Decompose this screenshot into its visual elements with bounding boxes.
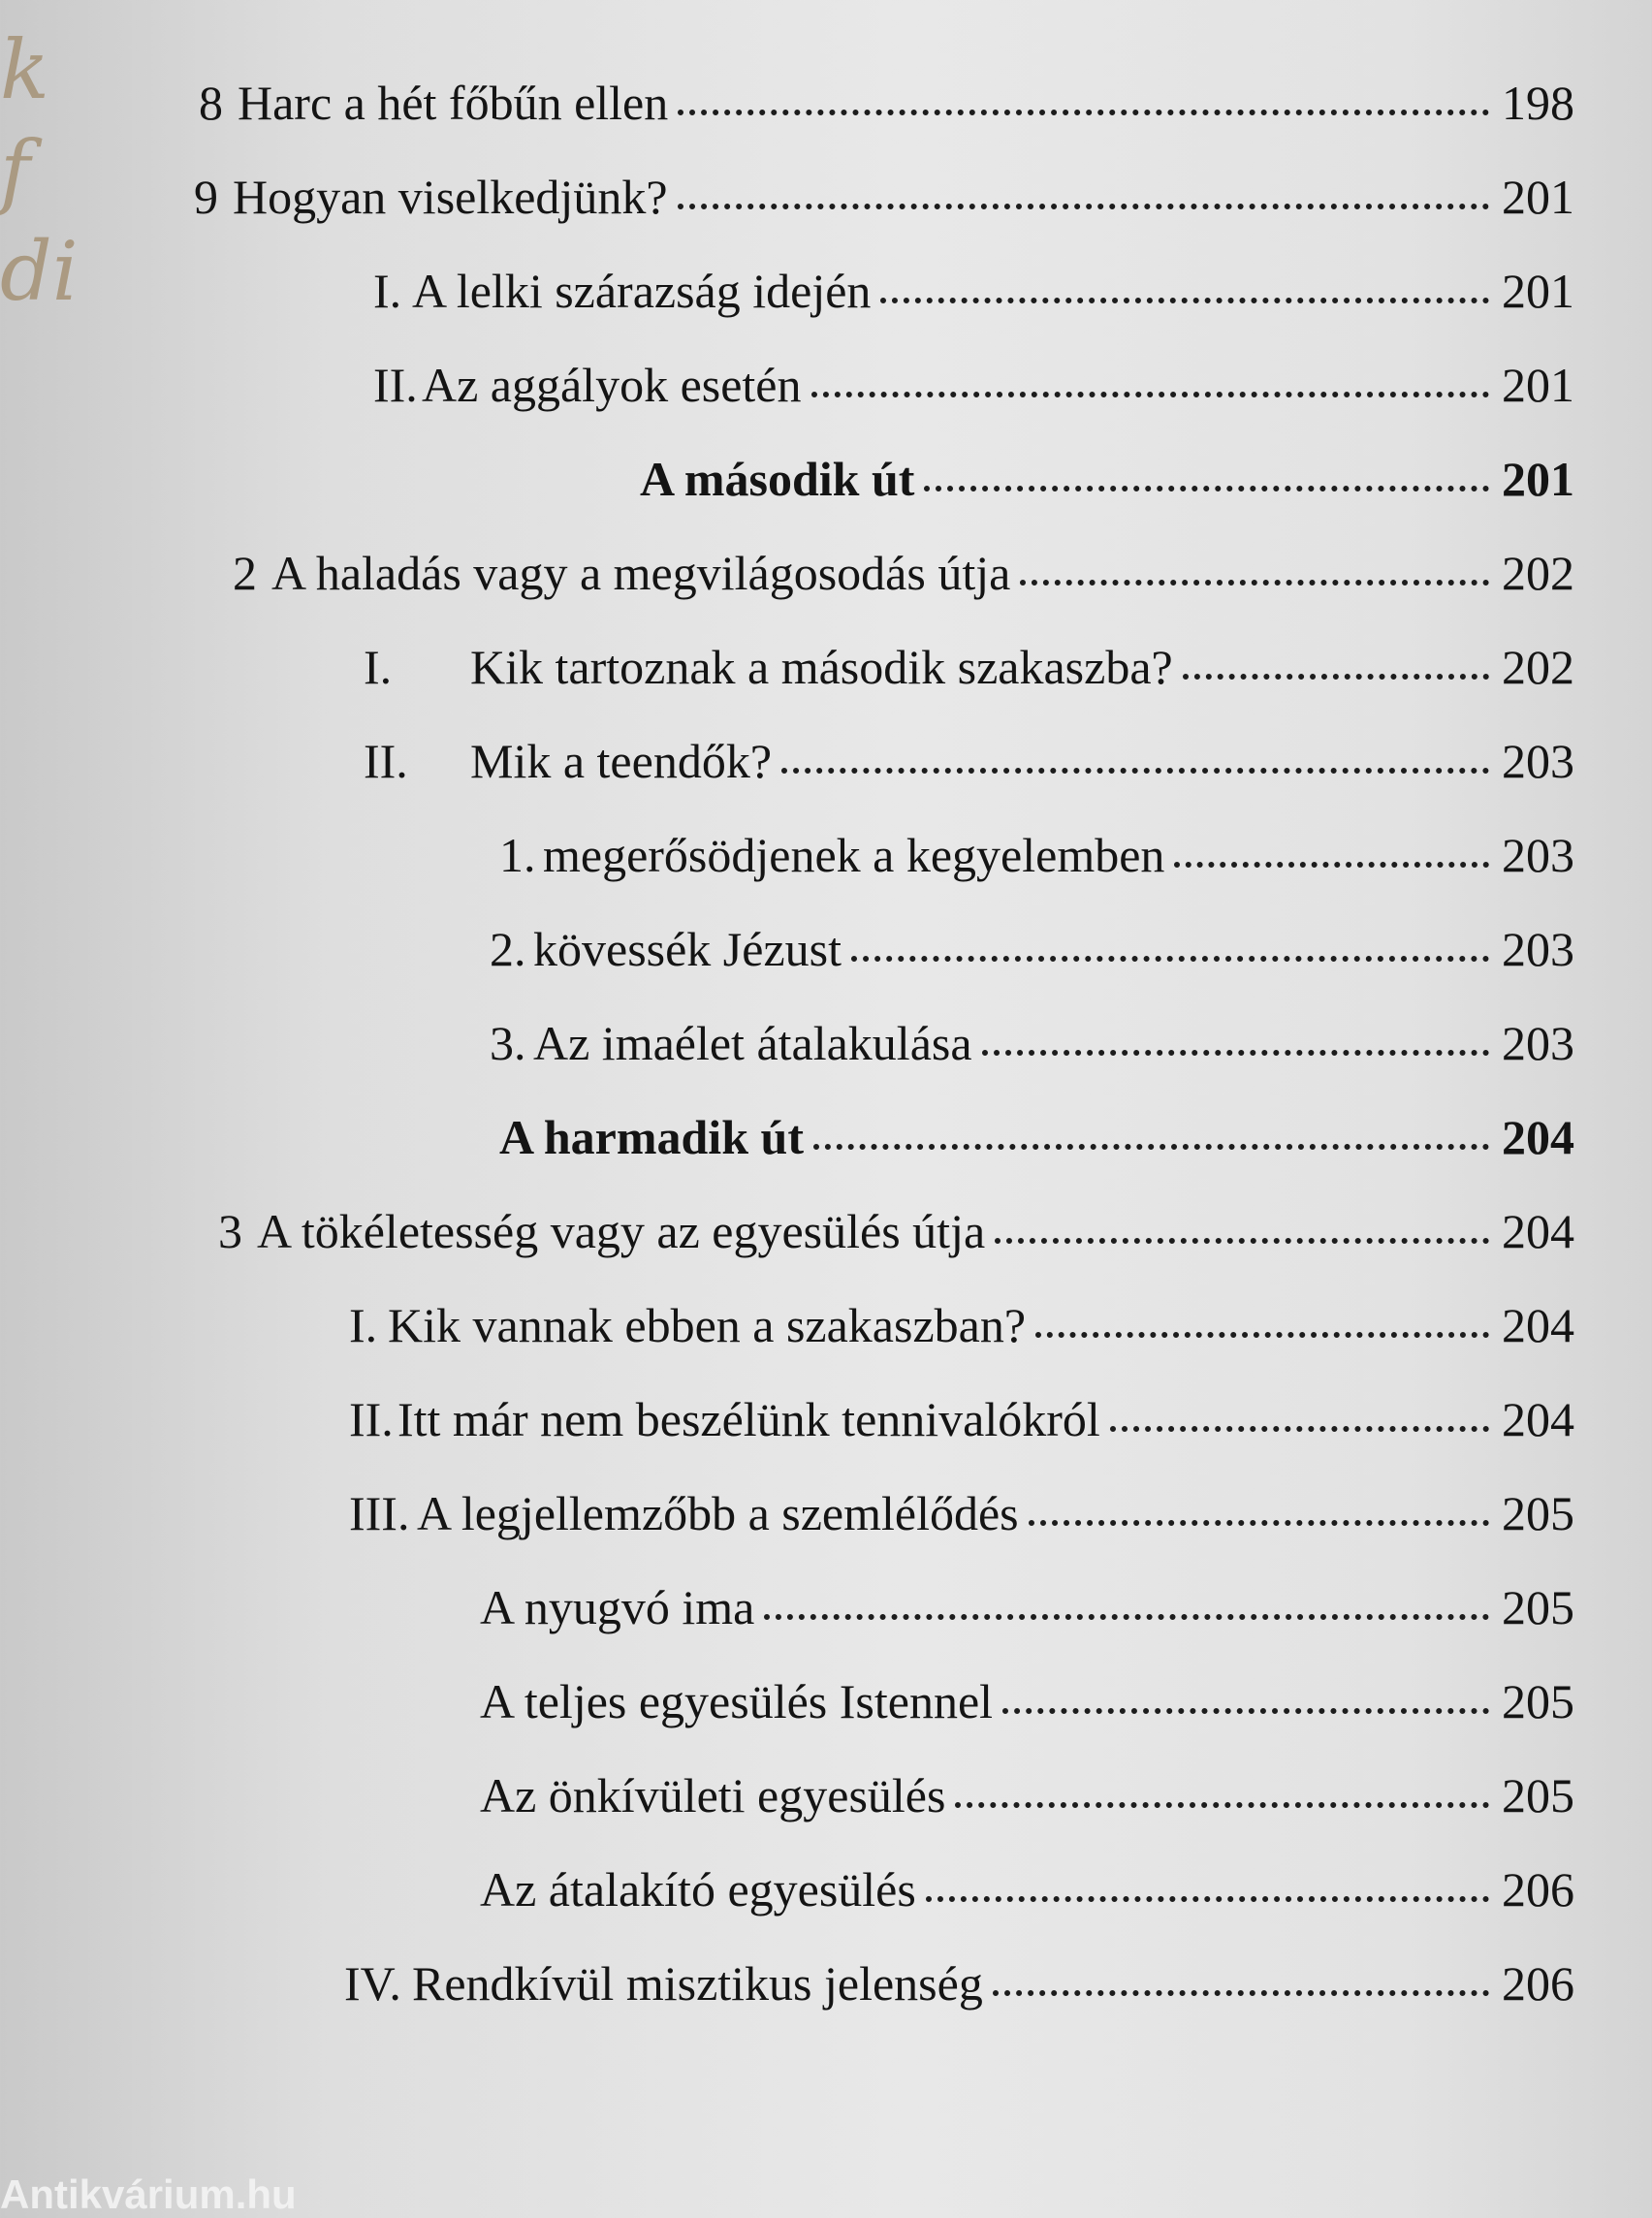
toc-entry-title: Rendkívül misztikus jelenség xyxy=(412,1956,983,2011)
toc-entry-title: Az imaélet átalakulása xyxy=(533,1016,972,1070)
toc-entry-title: Kik vannak ebben a szakaszban? xyxy=(388,1298,1027,1352)
toc-entry-number: III. xyxy=(349,1486,410,1540)
toc-entry-title: Az önkívületi egyesülés xyxy=(480,1768,946,1822)
watermark: Antikvárium.hu xyxy=(0,2171,297,2217)
toc-entry xyxy=(480,1672,1574,1730)
toc-entry xyxy=(480,1860,1574,1918)
toc-entry-page: 202 xyxy=(1502,546,1574,600)
toc-entry-title: Mik a teendők? xyxy=(470,734,773,788)
toc-entry-title: A tökéletesség vagy az egyesülés útja xyxy=(257,1204,986,1258)
toc-entry xyxy=(364,638,1574,696)
toc-entry xyxy=(199,74,1574,132)
toc-entry-number: II. xyxy=(364,734,408,788)
toc-entry-title: A harmadik út xyxy=(499,1110,804,1164)
toc-entry-number: 3. xyxy=(490,1016,526,1070)
toc-entry-title: Hogyan viselkedjünk? xyxy=(233,170,668,224)
dot-leader xyxy=(995,1238,1489,1244)
dot-leader xyxy=(1029,1520,1489,1526)
toc-entry xyxy=(349,1390,1574,1448)
toc-entry xyxy=(349,1296,1574,1354)
toc-entry-page: 204 xyxy=(1502,1298,1574,1352)
dot-leader xyxy=(1035,1332,1489,1338)
toc-entry xyxy=(218,1202,1574,1260)
handwritten-note: f xyxy=(0,123,31,218)
toc-entry xyxy=(640,450,1574,508)
toc-entry-number: 1. xyxy=(499,828,536,882)
toc-entry xyxy=(490,1014,1574,1072)
toc-entry xyxy=(480,1766,1574,1824)
toc-entry xyxy=(233,544,1574,602)
toc-entry xyxy=(344,1954,1574,2012)
handwritten-margin-notes xyxy=(0,19,126,322)
dot-leader xyxy=(678,110,1489,115)
dot-leader xyxy=(764,1614,1489,1620)
toc-entry-number: 9 xyxy=(194,170,218,224)
toc-entry-number: II. xyxy=(373,358,418,412)
toc-entry-title: A teljes egyesülés Istennel xyxy=(480,1674,994,1728)
dot-leader xyxy=(678,204,1489,209)
toc-entry-title: Harc a hét főbűn ellen xyxy=(238,76,669,130)
dot-leader xyxy=(1183,674,1489,680)
toc-entry-title: A nyugvó ima xyxy=(480,1580,755,1634)
toc-entry-number: I. xyxy=(349,1298,378,1352)
dot-leader xyxy=(781,768,1489,774)
toc-entry-title: Az átalakító egyesülés xyxy=(480,1862,916,1917)
toc-entry xyxy=(349,1484,1574,1542)
dot-leader xyxy=(982,1050,1489,1056)
dot-leader xyxy=(880,298,1489,303)
toc-entry-page: 205 xyxy=(1502,1674,1574,1728)
toc-entry-number: I. xyxy=(364,640,393,694)
toc-entry-page: 206 xyxy=(1502,1956,1574,2011)
toc-entry-title: A második út xyxy=(640,452,915,506)
handwritten-note: k xyxy=(0,22,49,117)
dot-leader xyxy=(955,1802,1489,1808)
toc-entry-page: 204 xyxy=(1502,1204,1574,1258)
toc-entry-title: Itt már nem beszélünk tennivalókról xyxy=(397,1392,1100,1446)
toc-entry-title: megerősödjenek a kegyelemben xyxy=(543,828,1165,882)
toc-entry xyxy=(364,732,1574,790)
toc-entry-page: 202 xyxy=(1502,640,1574,694)
toc-entry xyxy=(499,1108,1574,1166)
toc-entry xyxy=(194,168,1574,226)
dot-leader xyxy=(993,1990,1489,1996)
handwritten-note: di xyxy=(0,224,79,319)
toc-entry-number: 3 xyxy=(218,1204,242,1258)
dot-leader xyxy=(924,486,1489,491)
toc-entry-page: 205 xyxy=(1502,1486,1574,1540)
toc-entry-title: A lelki szárazság idején xyxy=(412,264,872,318)
toc-entry-page: 205 xyxy=(1502,1768,1574,1822)
toc-entry-number: II. xyxy=(349,1392,394,1446)
toc-entry-title: A haladás vagy a megvilágosodás útja xyxy=(271,546,1011,600)
toc-entry-page: 198 xyxy=(1502,76,1574,130)
toc-entry-page: 206 xyxy=(1502,1862,1574,1917)
dot-leader xyxy=(1174,862,1489,868)
toc-entry xyxy=(490,920,1574,978)
toc-entry-page: 203 xyxy=(1502,922,1574,976)
toc-entry-number: I. xyxy=(373,264,402,318)
toc-entry-page: 204 xyxy=(1502,1110,1574,1164)
toc-entry-title: Kik tartoznak a második szakaszba? xyxy=(470,640,1173,694)
toc-entry xyxy=(373,262,1574,320)
dot-leader xyxy=(813,1144,1489,1150)
toc-entry-number: IV. xyxy=(344,1956,401,2011)
dot-leader xyxy=(1110,1426,1489,1432)
toc-entry-page: 201 xyxy=(1502,452,1574,506)
toc-entry xyxy=(499,826,1574,884)
toc-entry-number: 8 xyxy=(199,76,223,130)
toc-entry-page: 203 xyxy=(1502,1016,1574,1070)
dot-leader xyxy=(811,392,1489,397)
dot-leader xyxy=(851,956,1489,962)
toc-entry-page: 204 xyxy=(1502,1392,1574,1446)
toc-entry-page: 201 xyxy=(1502,170,1574,224)
dot-leader xyxy=(1002,1708,1489,1714)
dot-leader xyxy=(1020,580,1489,586)
toc-entry-title: A legjellemzőbb a szemlélődés xyxy=(417,1486,1019,1540)
toc-entry-page: 205 xyxy=(1502,1580,1574,1634)
toc-entry-title: kövessék Jézust xyxy=(533,922,842,976)
dot-leader xyxy=(926,1896,1489,1902)
toc-entry-title: Az aggályok esetén xyxy=(422,358,802,412)
toc-entry-page: 201 xyxy=(1502,264,1574,318)
toc-entry-number: 2. xyxy=(490,922,526,976)
toc-entry-page: 201 xyxy=(1502,358,1574,412)
toc-entry-number: 2 xyxy=(233,546,257,600)
toc-entry-page: 203 xyxy=(1502,828,1574,882)
toc-entry xyxy=(373,356,1574,414)
toc-entry-page: 203 xyxy=(1502,734,1574,788)
toc-entry xyxy=(480,1578,1574,1636)
